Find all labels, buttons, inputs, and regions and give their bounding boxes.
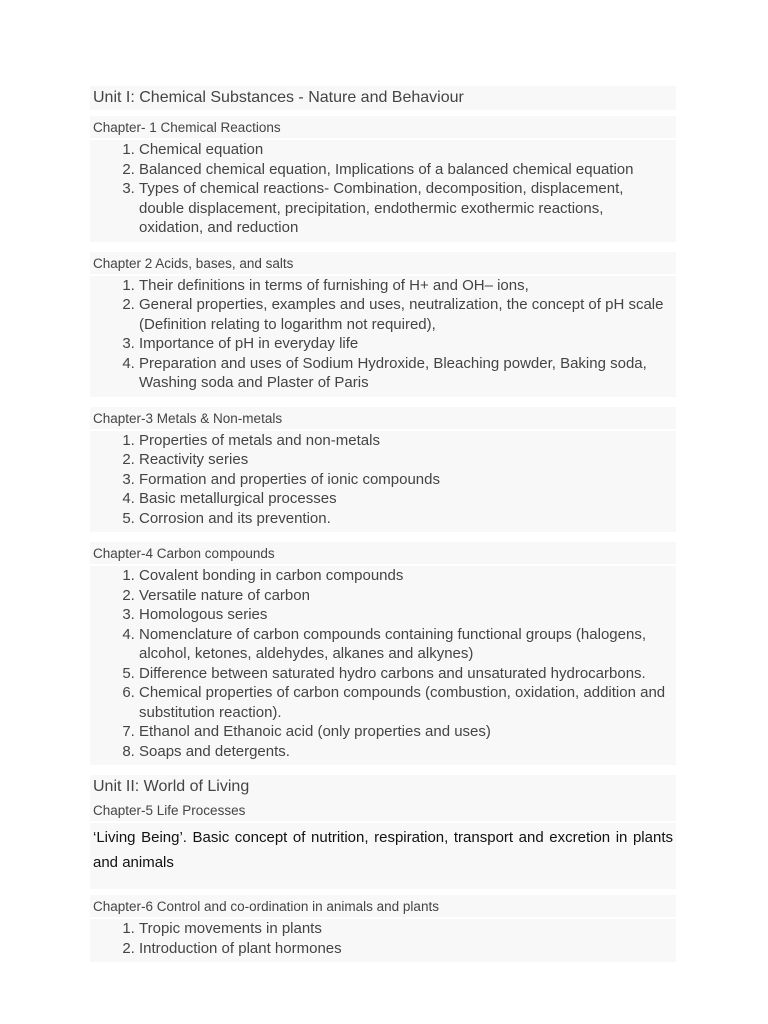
list-item: 3. Formation and properties of ionic compounds [139, 470, 670, 490]
list-item: 2. General properties, examples and uses, neutralization, the concept of pH scale (Definition relating to logarithm not required), [139, 295, 670, 334]
chapter-5-heading: Chapter-5 Life Processes [90, 799, 676, 821]
list-item: 3. Types of chemical reactions- Combination, decomposition, displacement, double displacement, precipitation, endothermic exothermic reactions, oxidation, and reduction [139, 179, 670, 238]
list-item: 1. Tropic movements in plants [139, 919, 670, 939]
list-item: 6. Chemical properties of carbon compounds (combustion, oxidation, addition and substitution reaction). [139, 683, 670, 722]
list-item: 2. Reactivity series [139, 450, 670, 470]
list-item: 2. Balanced chemical equation, Implications of a balanced chemical equation [139, 160, 670, 180]
chapter-3-heading: Chapter-3 Metals & Non-metals [90, 407, 676, 429]
chapter-3-list [90, 431, 676, 533]
chapter-6-heading: Chapter-6 Control and co-ordination in animals and plants [90, 895, 676, 917]
list-item: 5. Difference between saturated hydro carbons and unsaturated hydrocarbons. [139, 664, 670, 684]
list-item: 5. Corrosion and its prevention. [139, 509, 670, 529]
list-item: 3. Homologous series [139, 605, 670, 625]
list-item: 4. Basic metallurgical processes [139, 489, 670, 509]
list-item: 7. Ethanol and Ethanoic acid (only properties and uses) [139, 722, 670, 742]
chapter-6-list [90, 919, 676, 962]
list-item: 1. Properties of metals and non-metals [139, 431, 670, 451]
list-item: 4. Nomenclature of carbon compounds containing functional groups (halogens, alcohol, ketones, aldehydes, alkanes and alkynes) [139, 625, 670, 664]
list-item: 2. Introduction of plant hormones [139, 939, 670, 959]
chapter-5-description: ‘Living Being’. Basic concept of nutrition, respiration, transport and excretion in plants and animals [90, 823, 676, 889]
chapter-2-list [90, 276, 676, 397]
chapter-1-list [90, 140, 676, 242]
list-item: 2. Versatile nature of carbon [139, 586, 670, 606]
unit-1-heading: Unit I: Chemical Substances - Nature and Behaviour [90, 86, 676, 110]
chapter-4-heading: Chapter-4 Carbon compounds [90, 542, 676, 564]
list-item: 1. Covalent bonding in carbon compounds [139, 566, 670, 586]
list-item: 1. Their definitions in terms of furnishing of H+ and OH– ions, [139, 276, 670, 296]
list-item: 1. Chemical equation [139, 140, 670, 160]
syllabus-content [90, 86, 676, 962]
list-item: 4. Preparation and uses of Sodium Hydroxide, Bleaching powder, Baking soda, Washing soda and Plaster of Paris [139, 354, 670, 393]
chapter-2-heading: Chapter 2 Acids, bases, and salts [90, 252, 676, 274]
unit-2-heading: Unit II: World of Living [90, 775, 676, 799]
chapter-4-list [90, 566, 676, 765]
list-item: 3. Importance of pH in everyday life [139, 334, 670, 354]
list-item: 8. Soaps and detergents. [139, 742, 670, 762]
chapter-1-heading: Chapter- 1 Chemical Reactions [90, 116, 676, 138]
